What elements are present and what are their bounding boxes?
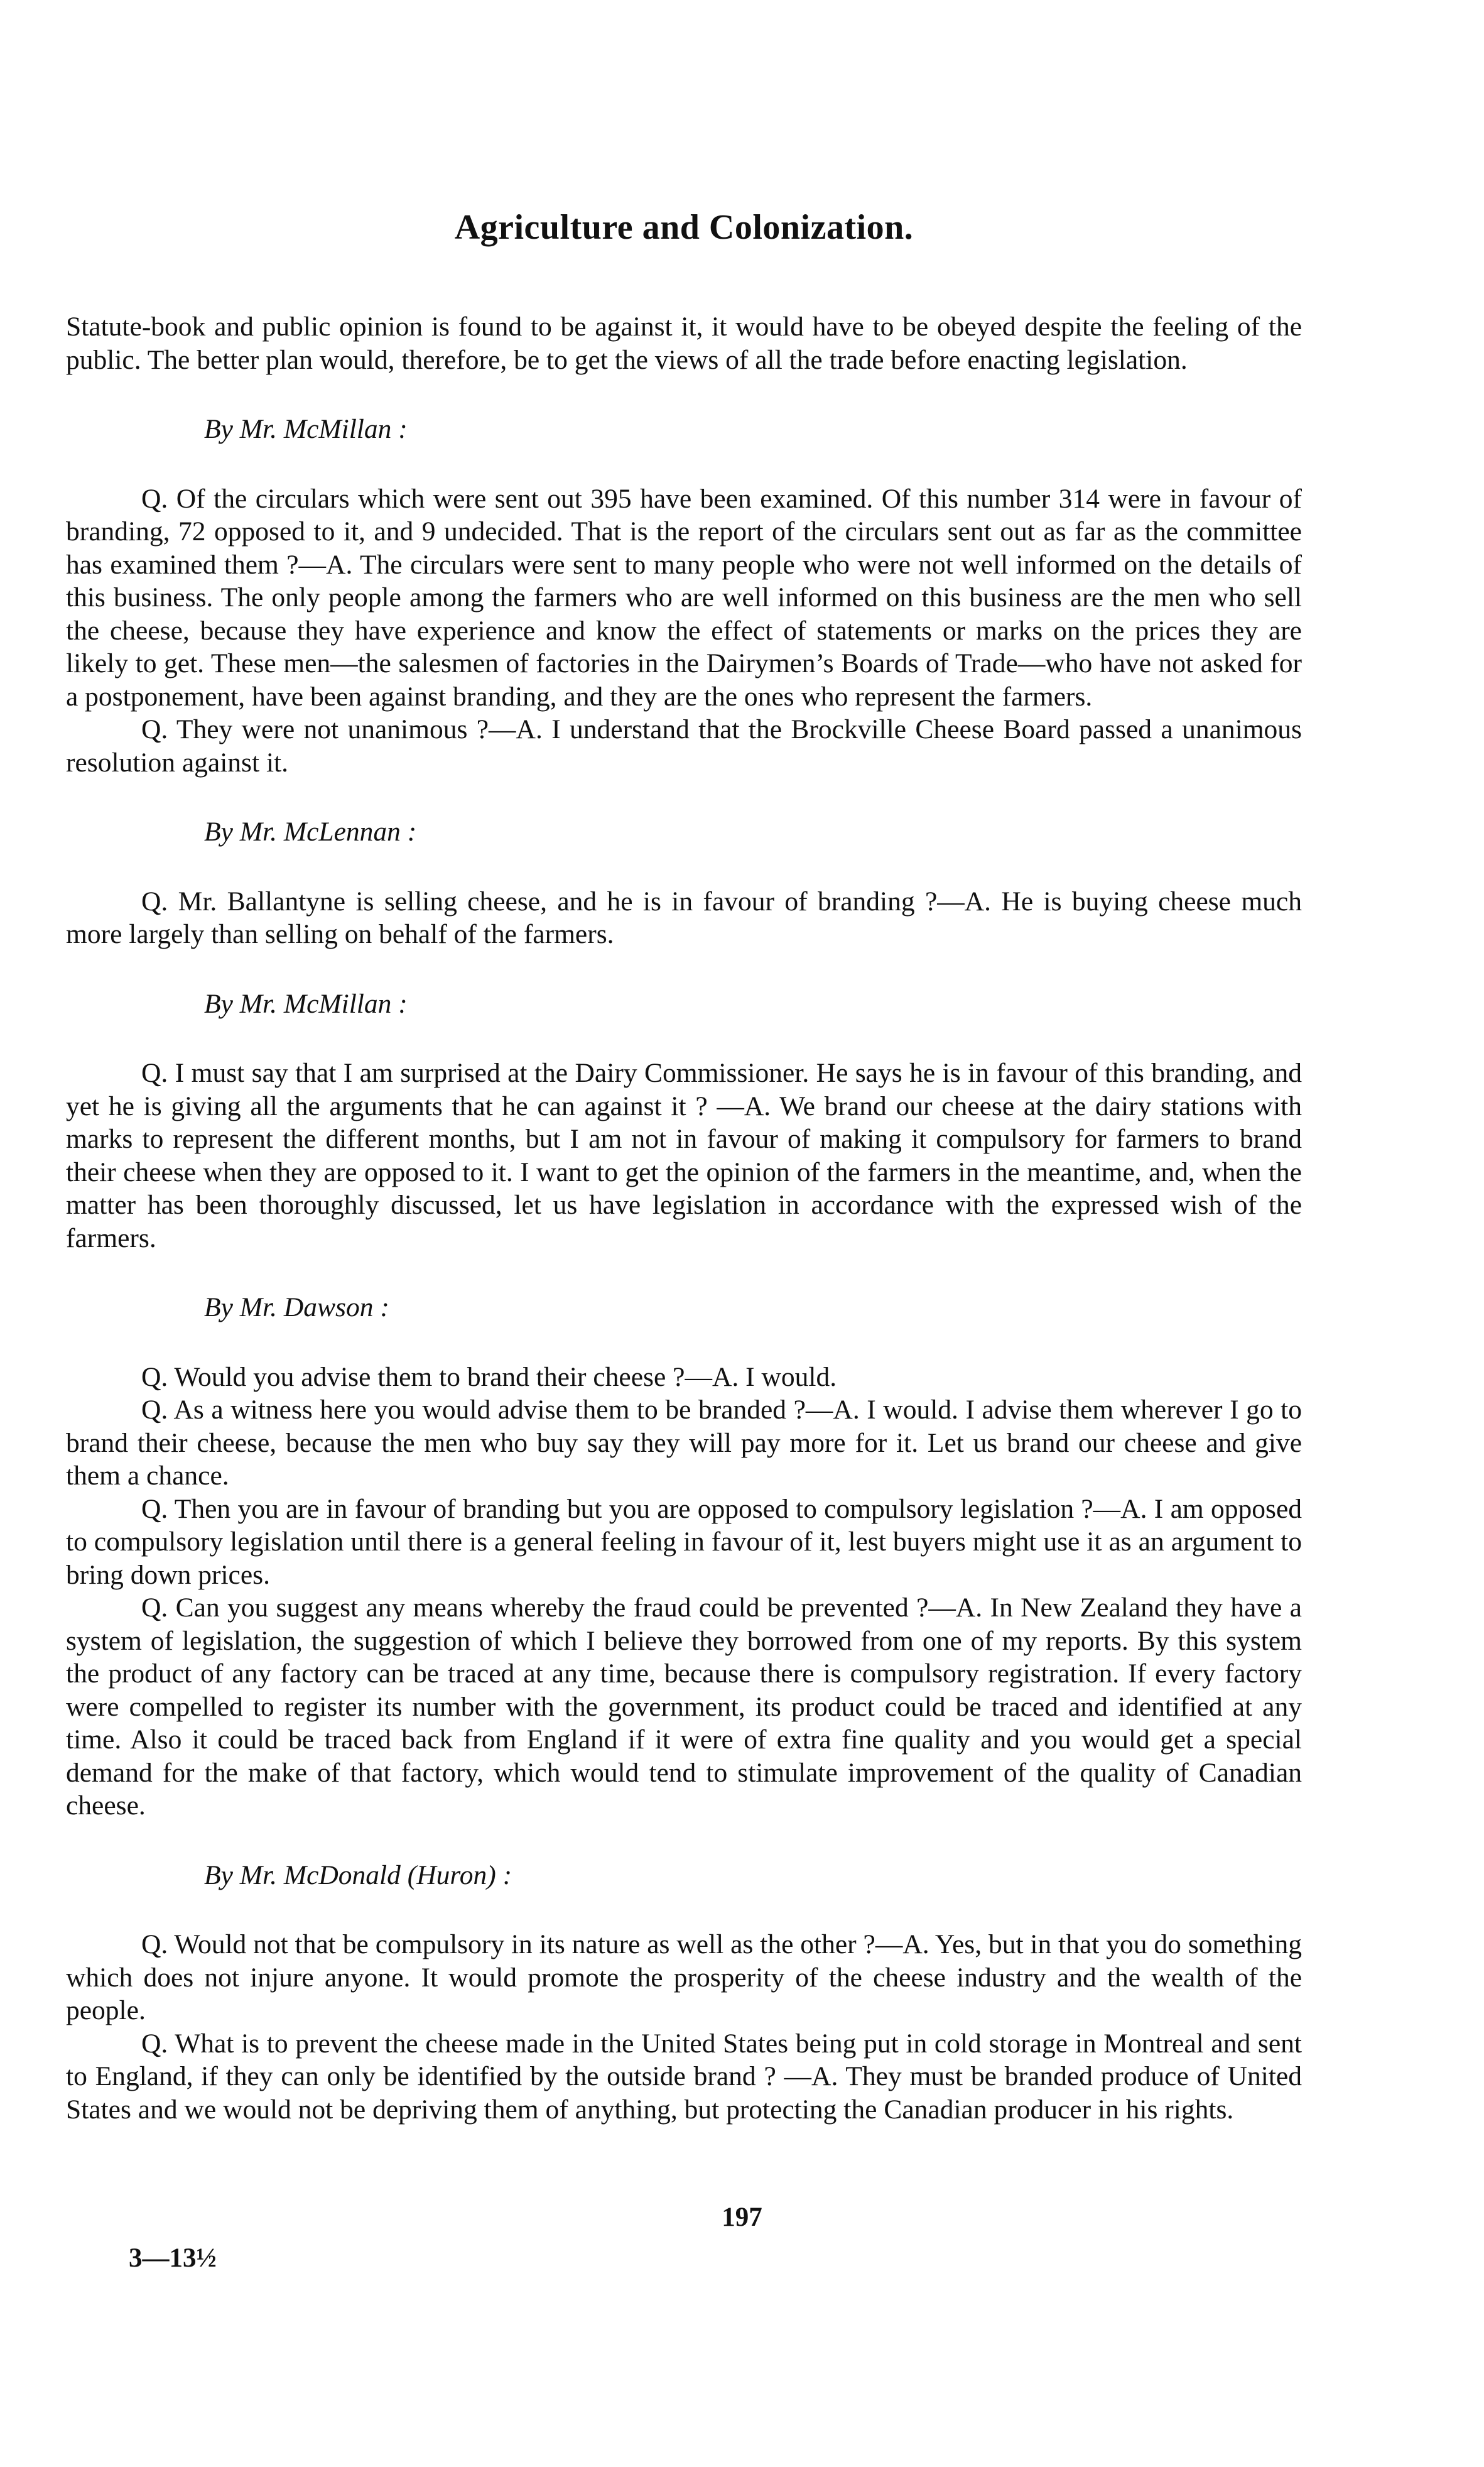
paragraph: Q. As a witness here you would advise them to be branded ?—A. I would. I advise them wherever I go to brand their cheese, because the men who buy say they will pay more for it. Let us brand our cheese and give them a chance. — [66, 1395, 1302, 1491]
paragraph: Statute-book and public opinion is found to be against it, it would have to be obeyed despite the feeling of the public. The better plan would, therefore, be to get the views of all the trade before enacting legislation. — [66, 312, 1302, 375]
paragraph: Q. Mr. Ballantyne is selling cheese, and he is in favour of branding ?—A. He is buying cheese much more largely than selling on behalf of the farmers. — [66, 886, 1302, 949]
speaker-heading: By Mr. McMillan : — [204, 414, 408, 444]
paragraph: Q. Of the circulars which were sent out 395 have been examined. Of this number 314 were in favour of branding, 72 opposed to it, and 9 undecided. That is the report of the circulars sent out as far as the committee has examined them ?—A. The circulars were sent to many people who were not well informed on the details of this business. The only people among the farmers who are well informed on this business are the men who sell the cheese, because they have experience and know the effect of statements or marks on the prices they are likely to get. These men—the salesmen of factories in the Dairymen’s Boards of Trade—who have not asked for a postponement, have been against branding, and they are the ones who represent the farmers. — [66, 483, 1302, 712]
paragraph: Q. Would you advise them to brand their cheese ?—A. I would. — [141, 1361, 837, 1392]
paragraph: Q. They were not unanimous ?—A. I understand that the Brockville Cheese Board passed a unanimous resolution against it. — [66, 714, 1302, 778]
speaker-heading: By Mr. Dawson : — [204, 1292, 389, 1322]
speaker-heading: By Mr. McLennan : — [204, 817, 417, 847]
speaker-heading: By Mr. McDonald (Huron) : — [204, 1860, 512, 1890]
paragraph: Q. Would not that be compulsory in its nature as well as the other ?—A. Yes, but in that you do something which does not injure anyone. It would promote the prosperity of the cheese industry and the wealth of the people. — [66, 1929, 1302, 2025]
signature-mark: 3—13½ — [129, 2243, 217, 2273]
paragraph: Q. Then you are in favour of branding but you are opposed to compulsory legislation ?—A. I am opposed to compulsory legislation until there is a general feeling in favour of it, lest buyers might use it as an argument to bring down prices. — [66, 1493, 1302, 1590]
paragraph: Q. What is to prevent the cheese made in the United States being put in cold storage in Montreal and sent to England, if they can only be identified by the outside brand ? —A. They must be branded produce of United States and we would not be depriving them of anything, but protecting the Canadian producer in his rights. — [66, 2028, 1302, 2125]
paragraph: Q. Can you suggest any means whereby the fraud could be prevented ?—A. In New Zealand they have a system of legislation, the suggestion of which I believe they borrowed from one of my reports. By this system the product of any factory can be traced at any time, because there is compulsory registration. If every factory were compelled to register its number with the government, its product could be traced and identified at any time. Also it could be traced back from England if it were of extra fine quality and you would get a special demand for the make of that factory, which would tend to stimulate improvement of the quality of Canadian cheese. — [66, 1593, 1302, 1821]
speaker-heading: By Mr. McMillan : — [204, 988, 408, 1019]
document-body — [66, 310, 1302, 2126]
paragraph: Q. I must say that I am surprised at the Dairy Commissioner. He says he is in favour of this branding, and yet he is giving all the arguments that he can against it ? —A. We brand our cheese at the dairy stations with marks to represent the different months, but I am not in favour of making it compulsory for farmers to brand their cheese when they are opposed to it. I want to get the opinion of the farmers in the meantime, and, when the matter has been thoroughly discussed, let us have legislation in accordance with the expressed wish of the farmers. — [66, 1058, 1302, 1253]
page-number: 197 — [722, 2203, 762, 2232]
page-title: Agriculture and Colonization. — [454, 208, 914, 247]
